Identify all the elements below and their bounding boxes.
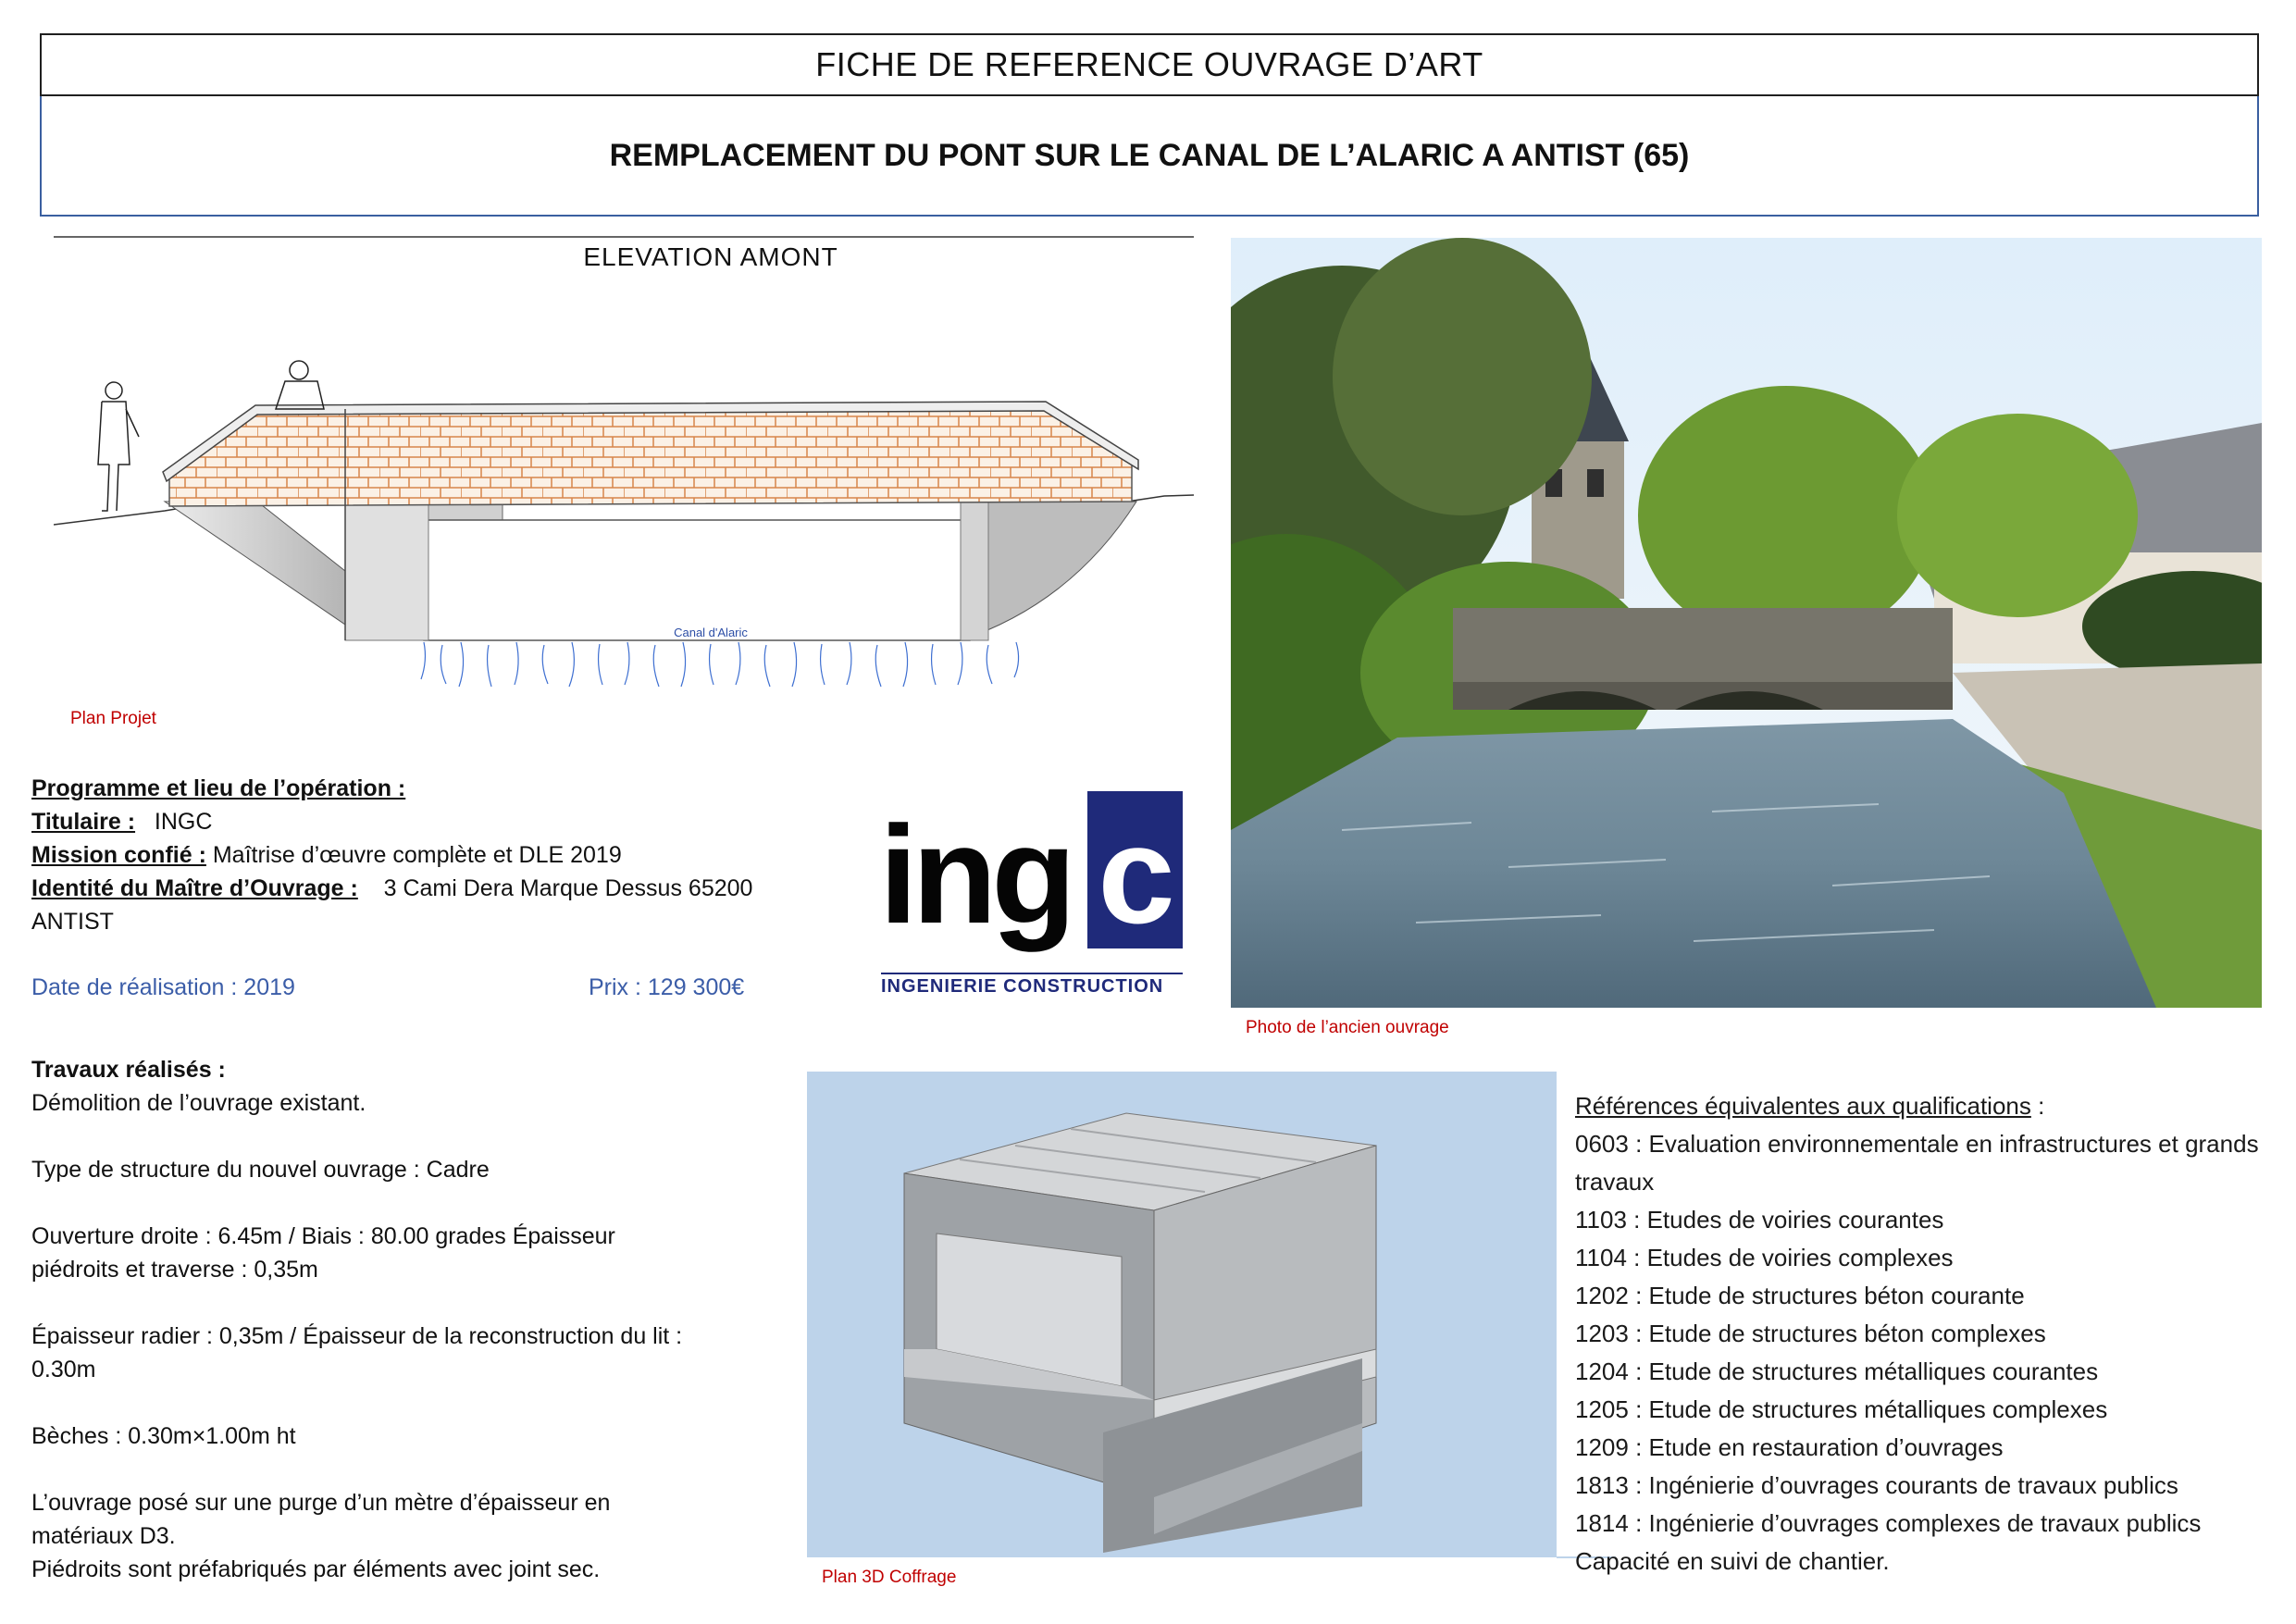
references-heading: Références équivalentes aux qualifications [1575,1092,2031,1120]
program-section [31,772,809,938]
page-subtitle: REMPLACEMENT DU PONT SUR LE CANAL DE L’ALARIC A ANTIST (65) [40,96,2259,217]
reference-item: 1205 : Etude de structures métalliques complexes [1575,1395,2108,1423]
travaux-line: Bèches : 0.30m×1.00m ht [31,1423,296,1449]
masonry-parapet [169,409,1132,506]
travaux-line: matériaux D3. [31,1523,176,1549]
maitre-value-cont: ANTIST [31,909,114,935]
reference-item: 1204 : Etude de structures métalliques courantes [1575,1357,2099,1385]
references-section [1575,1087,2278,1581]
old-bridge-photo [1231,238,2262,1008]
plan3d-caption: Plan 3D Coffrage [822,1568,957,1587]
reference-item: 1209 : Etude en restauration d’ouvrages [1575,1433,2004,1461]
travaux-line: Démolition de l’ouvrage existant. [31,1090,366,1116]
water-lines [421,642,1019,687]
travaux-line: piédroits et traverse : 0,35m [31,1257,318,1283]
logo-text: ing [879,797,1071,952]
reference-item: 0603 : Evaluation environnementale en infrastructures et grands travaux [1575,1130,2259,1196]
references-footer: Capacité en suivi de chantier. [1575,1547,1890,1575]
mission-value: Maîtrise d’œuvre complète et DLE 2019 [212,842,622,868]
date-text: Date de réalisation : 2019 [31,974,295,1000]
logo-tagline: INGENIERIE CONSTRUCTION [881,976,1164,997]
maitre-value: 3 Cami Dera Marque Dessus 65200 [383,875,753,901]
elevation-title: ELEVATION AMONT [583,242,838,271]
reference-item: 1202 : Etude de structures béton courante [1575,1282,2025,1309]
travaux-line: 0.30m [31,1357,96,1382]
pier-right [961,502,988,640]
elevation-svg [54,233,1201,714]
titulaire-value: INGC [154,809,213,835]
logo-c: c [1098,797,1175,952]
travaux-line: Épaisseur radier : 0,35m / Épaisseur de la reconstruction du lit : [31,1323,683,1349]
travaux-line: Piédroits sont préfabriqués par éléments avec joint sec. [31,1556,601,1582]
reference-item: 1203 : Etude de structures béton complexes [1575,1320,2046,1347]
ingc-logo [879,791,1185,1004]
titulaire-label: Titulaire : [31,809,136,835]
pier-left [345,502,428,640]
maitre-label: Identité du Maître d’Ouvrage : [31,875,358,901]
photo-caption: Photo de l’ancien ouvrage [1246,1018,1449,1037]
reference-item: 1813 : Ingénierie d’ouvrages courants de travaux publics [1575,1471,2178,1499]
elevation-caption: Plan Projet [70,709,156,728]
page-title: FICHE DE REFERENCE OUVRAGE D’ART [40,33,2259,96]
travaux-line: Type de structure du nouvel ouvrage : Cadre [31,1157,490,1183]
bridge-opening [424,520,970,640]
price-text: Prix : 129 300€ [589,974,745,1000]
reference-item: 1814 : Ingénierie d’ouvrages complexes de travaux publics [1575,1509,2202,1537]
reference-item: 1104 : Etudes de voiries complexes [1575,1244,1954,1271]
plan-3d-image [807,1072,1557,1557]
program-heading: Programme et lieu de l’opération : [31,775,406,801]
canal-label: Canal d'Alaric [674,626,748,639]
references-heading-suffix: : [2030,1092,2045,1120]
ground-right [1127,495,1194,502]
elevation-drawing [54,233,1201,714]
travaux-heading: Travaux réalisés : [31,1057,226,1083]
reference-item: 1103 : Etudes de voiries courantes [1575,1206,1944,1233]
travaux-line: L’ouvrage posé sur une purge d’un mètre d’épaisseur en [31,1490,611,1516]
mission-label: Mission confié : [31,842,206,868]
travaux-section [31,1053,790,1586]
travaux-line: Ouverture droite : 6.45m / Biais : 80.00 grades Épaisseur [31,1223,615,1249]
